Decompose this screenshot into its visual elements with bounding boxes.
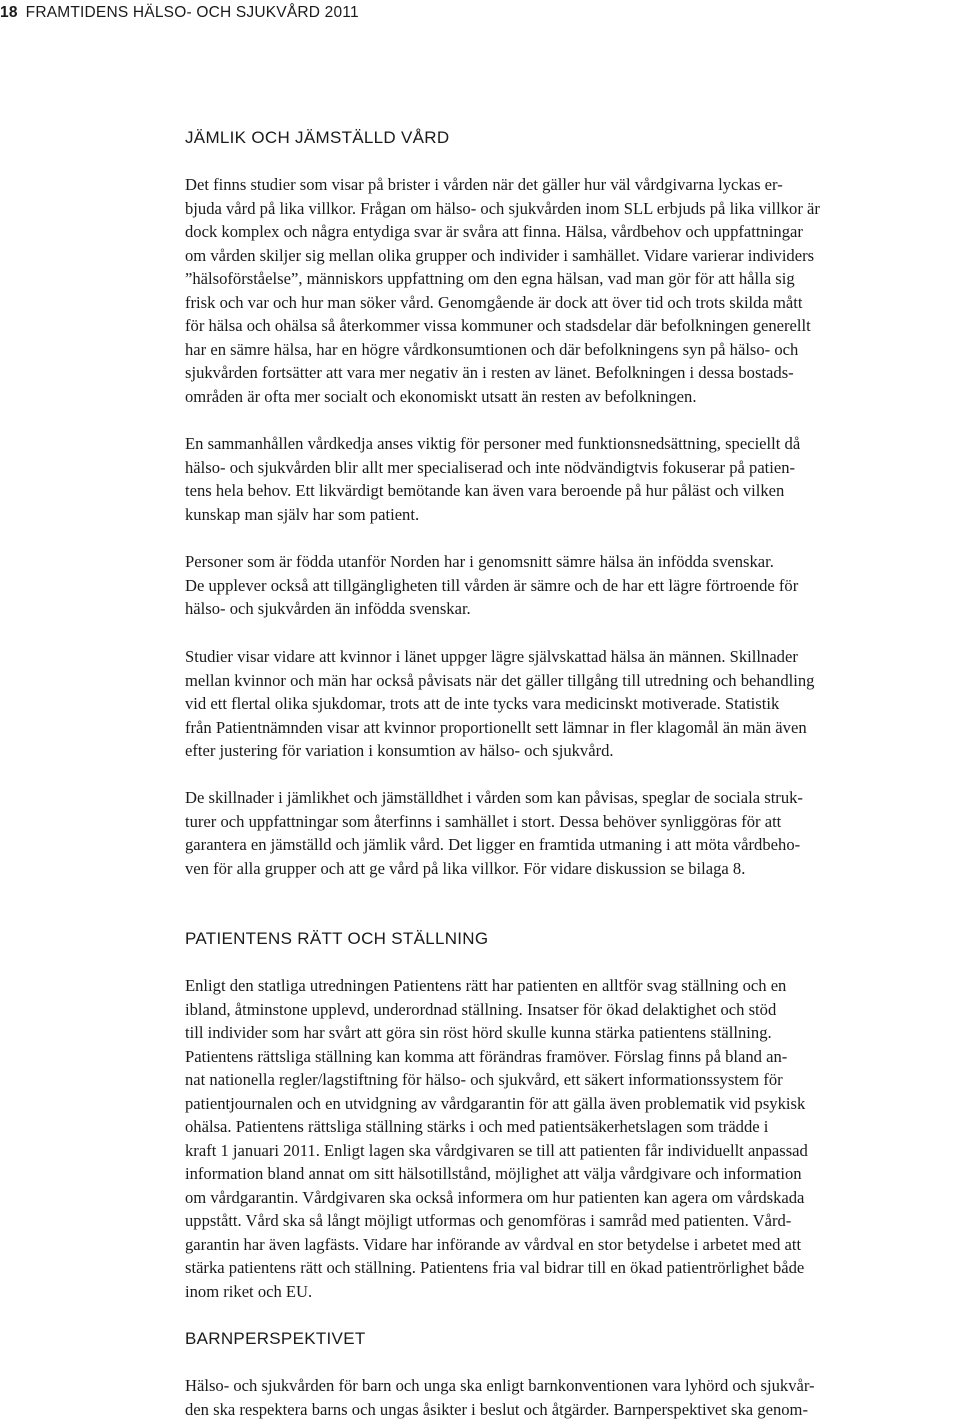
text-line: för hälsa och ohälsa så återkommer vissa kommuner och stadsdelar där befolkningen generellt (185, 316, 811, 335)
text-line: dock komplex och några entydiga svar är svåra att finna. Hälsa, vårdbehov och uppfattningar (185, 222, 803, 241)
text-line: har en sämre hälsa, har en högre vårdkonsumtionen och där befolkningens syn på hälso- och (185, 339, 799, 359)
text-line: från Patientnämnden visar att kvinnor proportionellt sett lämnar in fler klagomål än män även (185, 717, 807, 737)
body-paragraph (185, 432, 960, 526)
text-line: garantera en jämställd och jämlik vård. Det ligger en framtida utmaning i att möta vårdbeho- (185, 835, 801, 854)
text-line: patientjournalen och en utvidgning av vårdgarantin för att gälla även problematik vid psykisk (185, 1093, 806, 1113)
text-line: frisk och var och hur man söker vård. Genomgående är dock att över tid och trots skilda mått (185, 292, 803, 312)
text-line: ”hälsoförståelse”, människors uppfattning om den egna hälsan, vad man gör för att hålla sig (185, 269, 795, 288)
text-line: Hälso- och sjukvården för barn och unga ska enligt barnkonventionen vara lyhörd och sjukvår- (185, 1376, 815, 1395)
text-line: ohälsa. Patientens rättsliga ställning stärks i och med patientsäkerhetslagen som trädde i (185, 1117, 769, 1136)
text-line: kunskap man själv har som patient. (185, 504, 420, 524)
body-paragraph (185, 173, 960, 408)
body-paragraph (185, 550, 960, 621)
text-line: De skillnader i jämlikhet och jämställdhet i vården som kan påvisas, speglar de sociala struk- (185, 788, 803, 807)
text-line: information bland annat om sitt hälsotillstånd, möjlighet att välja vårdgivare och information (185, 1164, 802, 1183)
text-line: vid ett flertal olika sjukdomar, trots att de inte tycks vara medicinskt motiverade. Statistik (185, 694, 780, 713)
running-header (0, 4, 359, 22)
text-line: ven för alla grupper och att ge vård på lika villkor. För vidare diskussion se bilaga 8. (185, 858, 746, 878)
text-line: Enligt den statliga utredningen Patientens rätt har patienten en alltför svag ställning och en (185, 976, 787, 995)
publication-title: FRAMTIDENS HÄLSO- OCH SJUKVÅRD 2011 (25, 4, 359, 21)
text-line: den ska respektera barns och ungas åsikter i beslut och åtgärder. Barnperspektivet ska genom- (185, 1399, 808, 1419)
text-line: En sammanhållen vårdkedja anses viktig för personer med funktionsnedsättning, speciellt då (185, 434, 801, 453)
text-line: Studier visar vidare att kvinnor i länet uppger lägre självskattad hälsa än männen. Skillnader (185, 647, 798, 666)
text-line: mellan kvinnor och män har också påvisats när det gäller tillgång till utredning och behandling (185, 670, 815, 690)
text-line: sjukvården fortsätter att vara mer negativ än i resten av länet. Befolkningen i dessa bostads- (185, 363, 794, 382)
page-number: 18 (0, 4, 18, 21)
text-line: uppstått. Vård ska så långt möjligt utformas och genomföras i samråd med patienten. Vård- (185, 1211, 792, 1230)
text-line: Patientens rättsliga ställning kan komma att förändras framöver. Förslag finns på bland an- (185, 1046, 788, 1066)
text-line: garantin har även lagfästs. Vidare har införande av vårdval en stor betydelse i arbetet med att (185, 1234, 802, 1254)
text-line: om vårdgarantin. Vårdgivaren ska också informera om hur patienten kan agera om vårdskada (185, 1187, 805, 1207)
text-line: stärka patientens rätt och ställning. Patientens fria val bidrar till en ökad patientrörlighet både (185, 1258, 805, 1277)
text-line: områden är ofta mer socialt och ekonomiskt utsatt än resten av befolkningen. (185, 386, 697, 406)
text-line: nat nationella regler/lagstiftning för hälso- och sjukvård, ett säkert informationssystem för (185, 1070, 783, 1089)
text-line: kraft 1 januari 2011. Enligt lagen ska vårdgivaren se till att patienten får individuellt anpassad (185, 1140, 808, 1160)
body-paragraph (185, 974, 960, 1303)
text-line: ibland, åtminstone upplevd, underordnad ställning. Insatser för ökad delaktighet och stöd (185, 999, 777, 1019)
text-line: De upplever också att tillgängligheten till vården är sämre och de har ett lägre förtroende för (185, 575, 799, 595)
text-line: efter justering för variation i konsumtion av hälso- och sjukvård. (185, 741, 614, 760)
text-line: inom riket och EU. (185, 1281, 313, 1301)
body-paragraph (185, 1374, 960, 1421)
text-line: turer och uppfattningar som återfinns i samhället i stort. Dessa behöver synliggöras för att (185, 811, 782, 831)
body-paragraph (185, 645, 960, 763)
text-line: Det finns studier som visar på brister i vården när det gäller hur väl vårdgivarna lyckas er- (185, 175, 783, 194)
text-line: om vården skiljer sig mellan olika grupper och individer i samhället. Vidare varierar individers (185, 245, 815, 265)
section-heading-barnperspektivet: BARNPERSPEKTIVET (185, 1329, 366, 1348)
text-line: hälso- och sjukvården blir allt mer specialiserad och inte nödvändigtvis fokuserar på patien- (185, 457, 796, 477)
text-line: till individer som har svårt att göra sin röst hörd skulle kunna stärka patientens ställning. (185, 1023, 772, 1042)
text-line: Personer som är födda utanför Norden har i genomsnitt sämre hälsa än infödda svenskar. (185, 552, 774, 571)
text-line: bjuda vård på lika villkor. Frågan om hälso- och sjukvården inom SLL erbjuds på lika villkor är (185, 198, 820, 218)
body-paragraph (185, 786, 960, 880)
section-heading-jamlik: JÄMLIK OCH JÄMSTÄLLD VÅRD (185, 128, 450, 147)
text-line: hälso- och sjukvården än infödda svenskar. (185, 599, 471, 618)
text-line: tens hela behov. Ett likvärdigt bemötande kan även vara beroende på hur påläst och vilken (185, 481, 785, 500)
section-heading-patientens-ratt: PATIENTENS RÄTT OCH STÄLLNING (185, 929, 489, 948)
